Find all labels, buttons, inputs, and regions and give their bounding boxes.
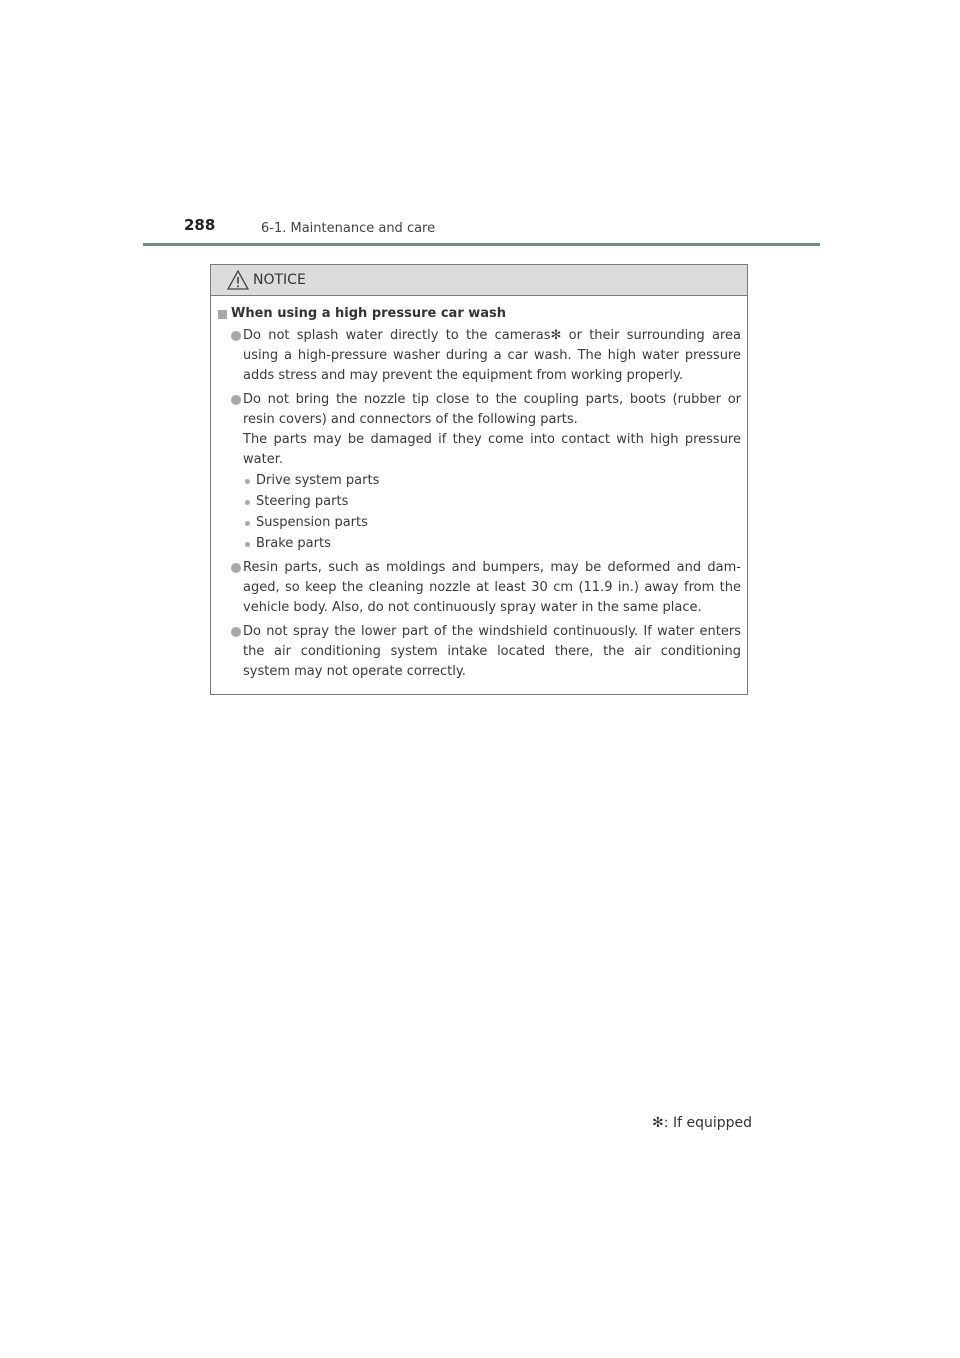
notice-box (210, 264, 748, 695)
item-text: or their surrounding area using a high-pressure washer during a car wash. The high water pressure adds stress and may prevent the equipment from working properly. (243, 328, 741, 383)
notice-body (211, 296, 747, 694)
equipped-marker: ✻ (550, 328, 562, 343)
footnote-marker: ✻ (652, 1115, 664, 1131)
item-text: Do not splash water directly to the cameras (243, 328, 551, 343)
notice-title: NOTICE (253, 272, 306, 288)
small-dot-icon (245, 542, 250, 547)
header-rule (143, 243, 820, 246)
item-text-continued: The parts may be damaged if they come into contact with high pressure water. (243, 432, 741, 467)
bullet-dot-icon (231, 395, 241, 405)
item-text: Resin parts, such as moldings and bumpers, may be deformed and dam-aged, so keep the cleaning nozzle at least 30 cm (11.9 in.) away from the vehicle body. Also, do not continuously spray water in the same place. (243, 560, 741, 615)
notice-header (211, 265, 747, 296)
sub-list-item: Suspension parts (243, 513, 741, 533)
sub-list (243, 471, 741, 554)
warning-triangle-icon (227, 270, 249, 290)
section-title: 6-1. Maintenance and care (261, 221, 436, 236)
footnote (652, 1115, 752, 1131)
sub-list-item: Drive system parts (243, 471, 741, 491)
small-dot-icon (245, 500, 250, 505)
notice-subheading (217, 304, 741, 324)
small-dot-icon (245, 521, 250, 526)
page-number: 288 (184, 216, 216, 234)
footnote-text: : If equipped (663, 1115, 752, 1131)
square-bullet-icon (218, 310, 227, 319)
bullet-dot-icon (231, 563, 241, 573)
item-text: Do not spray the lower part of the windshield continuously. If water enters the air conditioning system intake located there, the air conditioning system may not operate correctly. (243, 624, 741, 679)
list-item (217, 390, 741, 554)
sub-list-item: Brake parts (243, 534, 741, 554)
item-text: Do not bring the nozzle tip close to the coupling parts, boots (rubber or resin covers) and connectors of the following parts. (243, 392, 741, 427)
list-item (217, 326, 741, 386)
subheading-text: When using a high pressure car wash (231, 306, 507, 321)
sub-list-item: Steering parts (243, 492, 741, 512)
bullet-dot-icon (231, 627, 241, 637)
list-item (217, 558, 741, 618)
small-dot-icon (245, 479, 250, 484)
bullet-dot-icon (231, 331, 241, 341)
list-item (217, 622, 741, 682)
